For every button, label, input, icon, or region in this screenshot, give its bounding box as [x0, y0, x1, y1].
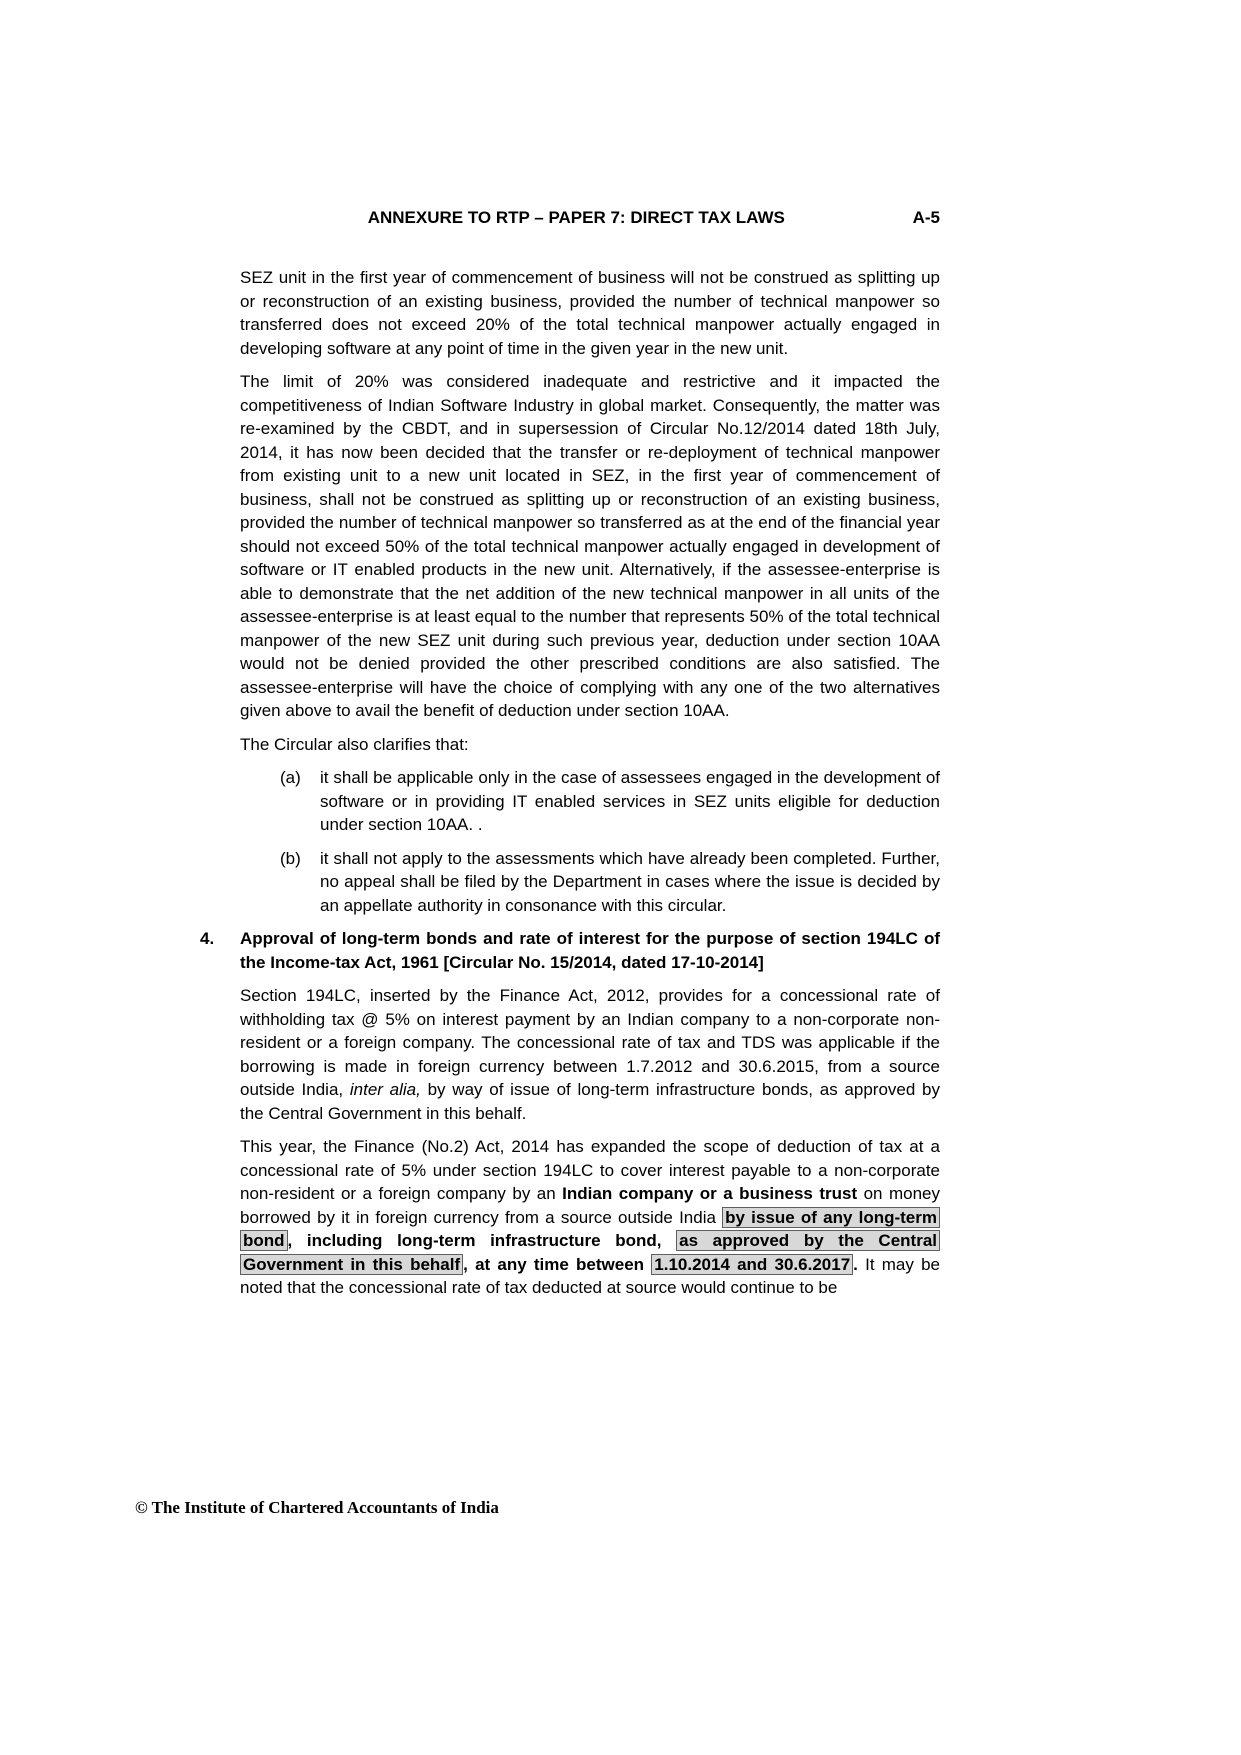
copyright-footer: © The Institute of Chartered Accountants of India — [135, 1498, 499, 1517]
page-header — [240, 206, 940, 230]
text-segment: Section 194LC, inserted by the Finance Act, 2012, provides for a concessional rate of withholding tax @ 5% on interest payment by an Indian company to a non-corporate non-resident or a foreign company. The concessional rate of tax and TDS was applicable if the borrowing is made in foreign currency between 1.7.2012 and 30.6.2015, from a source outside India, — [240, 986, 940, 1099]
paragraph-limit-20-percent: The limit of 20% was considered inadequate and restrictive and it impacted the competitiveness of Indian Software Industry in global market. Consequently, the matter was re-examined by the CBDT, and in supersession of Circular No.12/2014 dated 18th July, 2014, it has now been decided that the transfer or re-deployment of technical manpower from existing unit to a new unit located in SEZ, in the first year of commencement of business, shall not be construed as splitting up or reconstruction of an existing business, provided the number of technical manpower so transferred as at the end of the financial year should not exceed 50% of the total technical manpower actually engaged in development of software or IT enabled products in the new unit. Alternatively, if the assessee-enterprise is able to demonstrate that the net addition of the new technical manpower in all units of the assessee-enterprise is at least equal to the number that represents 50% of the total technical manpower of the new SEZ unit during such previous year, deduction under section 10AA would not be denied provided the other prescribed conditions are also satisfied. The assessee-enterprise will have the choice of complying with any one of the two alternatives given above to avail the benefit of deduction under section 10AA. — [240, 372, 940, 720]
italic-inter-alia: inter alia, — [349, 1080, 421, 1099]
text-segment: by way of issue of long-term infrastructure bonds, as approved by the Central Government in this behalf. — [240, 1080, 940, 1123]
list-label-a: (a) — [280, 768, 301, 787]
section-4-title: Approval of long-term bonds and rate of interest for the purpose of section 194LC of the Income-tax Act, 1961 [Circular No. 15/2014, dated 17-10-2014] — [240, 929, 940, 972]
section-4-number: 4. — [200, 929, 215, 948]
text-segment: on money borrowed by it in foreign currency from a source outside India — [240, 1184, 940, 1227]
highlight-approved-central-government: as approved by the Central Government in this behalf — [240, 1230, 940, 1275]
text-segment: This year, the Finance (No.2) Act, 2014 has expanded the scope of deduction of tax at a concessional rate of 5% under section 194LC to cover interest payable to a non-corporate non-resident or a foreign company by an — [240, 1137, 940, 1203]
list-label-b: (b) — [280, 848, 301, 868]
paragraph-section-194lc — [240, 984, 940, 1125]
bold-indian-company-business-trust: Indian company or a business trust — [562, 1184, 858, 1203]
highlight-date-range: 1.10.2014 and 30.6.2017 — [651, 1254, 853, 1275]
list-item-a — [280, 766, 940, 837]
document-body — [200, 266, 940, 1310]
bold-at-any-time-between: , at any time between — [463, 1254, 652, 1274]
bold-including-infrastructure-bond: , including long-term infrastructure bond, — [287, 1231, 677, 1250]
list-item-b — [280, 847, 940, 918]
list-text-b: it shall not apply to the assessments which have already been completed. Further, no appeal shall be filed by the Department in cases where the issue is decided by an appellate authority in consonance with this circular. — [320, 848, 940, 915]
paragraph-circular-clarifies: The Circular also clarifies that: — [240, 734, 469, 754]
highlight-long-term-bond: by issue of any long-term bond — [240, 1207, 940, 1252]
paragraph-sez-splitting: SEZ unit in the first year of commencement of business will not be construed as splitting up or reconstruction of an existing business, provided the number of technical manpower so transferred does not exceed 20% of the total technical manpower actually engaged in developing software at any point of time in the given year in the new unit. — [240, 268, 940, 358]
bold-period: . — [853, 1254, 858, 1274]
page-header-title: ANNEXURE TO RTP – PAPER 7: DIRECT TAX LAWS — [367, 208, 785, 227]
paragraph-finance-act-2014 — [240, 1135, 940, 1300]
section-4-heading — [200, 927, 940, 974]
text-segment: It may be noted that the concessional rate of tax deducted at source would continue to be — [240, 1254, 940, 1297]
list-text-a: it shall be applicable only in the case of assessees engaged in the development of software or in providing IT enabled services in SEZ units eligible for deduction under section 10AA. . — [320, 768, 940, 834]
page-number: A-5 — [912, 208, 940, 227]
